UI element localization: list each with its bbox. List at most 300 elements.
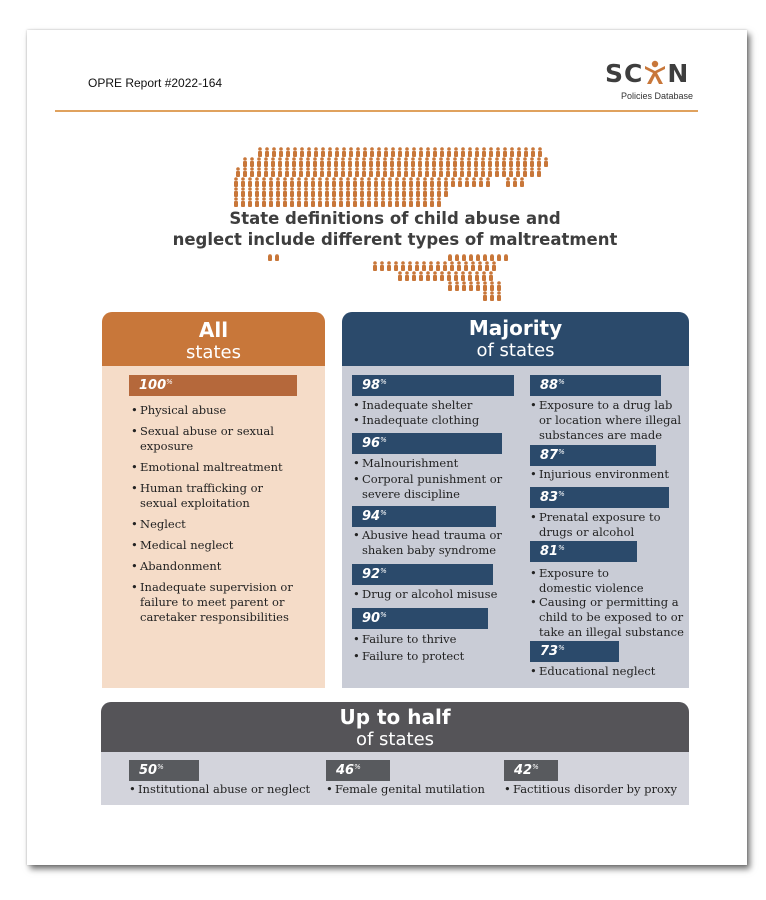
- person-icon: [425, 167, 429, 177]
- pct-value: 88: [540, 378, 559, 393]
- person-icon: [262, 197, 266, 207]
- person-icon: [467, 167, 471, 177]
- person-icon: [348, 167, 352, 177]
- person-icon: [467, 157, 471, 167]
- pct-sign: %: [380, 509, 387, 517]
- person-icon: [387, 261, 391, 271]
- person-icon: [447, 147, 451, 157]
- person-icon: [444, 177, 448, 187]
- person-icon: [517, 147, 521, 157]
- person-icon: [297, 197, 301, 207]
- list-item: • Educational neglect: [539, 664, 684, 679]
- person-icon: [300, 147, 304, 157]
- person-icon: [455, 281, 459, 291]
- person-icon: [422, 261, 426, 271]
- person-icon: [419, 147, 423, 157]
- person-icon: [276, 197, 280, 207]
- person-icon: [243, 157, 247, 167]
- person-icon: [311, 177, 315, 187]
- all-states-panel: [102, 312, 325, 688]
- person-icon: [489, 271, 493, 281]
- person-icon: [381, 177, 385, 187]
- pct-value: 87: [540, 448, 559, 463]
- person-icon: [418, 167, 422, 177]
- person-icon: [390, 167, 394, 177]
- person-icon: [395, 187, 399, 197]
- person-icon: [490, 291, 494, 301]
- up-to-half-heading-bold: Up to half: [339, 705, 451, 729]
- person-icon: [248, 197, 252, 207]
- person-icon: [285, 157, 289, 167]
- person-icon: [299, 157, 303, 167]
- person-icon: [318, 197, 322, 207]
- person-icon: [468, 147, 472, 157]
- person-icon: [374, 187, 378, 197]
- person-icon: [306, 167, 310, 177]
- person-icon: [376, 157, 380, 167]
- pct-value: 50: [139, 763, 158, 778]
- person-icon: [369, 167, 373, 177]
- person-icon: [243, 167, 247, 177]
- person-icon: [339, 177, 343, 187]
- up-to-half-header: [101, 702, 689, 752]
- person-icon: [304, 187, 308, 197]
- person-icon: [409, 177, 413, 187]
- pct-bar-50: [129, 760, 199, 781]
- person-icon: [313, 157, 317, 167]
- person-icon: [495, 167, 499, 177]
- person-icon: [454, 271, 458, 281]
- person-icon: [402, 187, 406, 197]
- list-item: • Inadequate supervision or failure to meet parent or caretaker responsibilities: [140, 580, 312, 625]
- pct-sign: %: [532, 763, 539, 771]
- person-icon: [472, 177, 476, 187]
- pct-value: 46: [336, 763, 355, 778]
- title-line-1: State definitions of child abuse and: [229, 209, 561, 228]
- person-icon: [544, 157, 548, 167]
- person-icon: [412, 271, 416, 281]
- header-rule: [55, 110, 698, 112]
- person-icon: [411, 157, 415, 167]
- person-icon: [363, 147, 367, 157]
- person-icon: [398, 147, 402, 157]
- person-icon: [339, 197, 343, 207]
- person-icon: [320, 167, 324, 177]
- list-item: • Exposure to domestic violence: [539, 566, 649, 596]
- person-icon: [262, 187, 266, 197]
- person-icon: [276, 177, 280, 187]
- person-icon: [325, 197, 329, 207]
- person-icon: [425, 157, 429, 167]
- person-icon: [451, 177, 455, 187]
- person-icon: [440, 147, 444, 157]
- list-item: • Inadequate clothing: [362, 413, 522, 428]
- person-icon: [353, 197, 357, 207]
- person-icon: [538, 147, 542, 157]
- person-icon: [460, 167, 464, 177]
- person-icon: [388, 187, 392, 197]
- person-icon: [391, 147, 395, 157]
- person-icon: [383, 167, 387, 177]
- list-item: • Malnourishment: [362, 456, 522, 471]
- person-icon: [488, 157, 492, 167]
- person-icon: [241, 197, 245, 207]
- person-icon: [234, 197, 238, 207]
- person-icon: [409, 187, 413, 197]
- pct-bar-100: [129, 375, 297, 396]
- list-item: • Inadequate shelter: [362, 398, 522, 413]
- person-icon: [444, 187, 448, 197]
- person-icon: [468, 271, 472, 281]
- person-icon: [369, 157, 373, 167]
- pct-value: 100: [139, 378, 167, 393]
- list-item: • Corporal punishment or severe discipline: [362, 472, 512, 502]
- report-id: OPRE Report #2022-164: [88, 76, 223, 90]
- person-icon: [419, 271, 423, 281]
- person-icon: [411, 167, 415, 177]
- person-icon: [433, 271, 437, 281]
- logo-subtitle: Policies Database: [621, 91, 694, 101]
- person-icon: [332, 177, 336, 187]
- person-icon: [404, 167, 408, 177]
- person-icon: [269, 177, 273, 187]
- person-icon: [510, 147, 514, 157]
- person-icon: [332, 187, 336, 197]
- person-icon: [509, 157, 513, 167]
- person-icon: [248, 187, 252, 197]
- person-icon: [283, 187, 287, 197]
- pct-sign: %: [558, 378, 565, 386]
- pct-sign: %: [558, 490, 565, 498]
- person-icon: [271, 167, 275, 177]
- person-icon: [486, 177, 490, 187]
- person-icon: [257, 167, 261, 177]
- person-icon: [360, 177, 364, 187]
- person-icon: [418, 157, 422, 167]
- person-icon: [306, 157, 310, 167]
- person-icon: [341, 167, 345, 177]
- list-item: • Institutional abuse or neglect: [138, 782, 328, 797]
- list-item: • Sexual abuse or sexual exposure: [140, 424, 290, 454]
- person-icon: [297, 177, 301, 187]
- person-icon: [475, 147, 479, 157]
- person-icon: [476, 281, 480, 291]
- list-item: • Emotional maltreatment: [140, 460, 318, 475]
- person-icon: [520, 177, 524, 187]
- person-icon: [318, 187, 322, 197]
- person-icon: [443, 261, 447, 271]
- pct-bar-92: [352, 564, 493, 585]
- list-item: • Failure to protect: [362, 649, 522, 664]
- person-icon: [460, 157, 464, 167]
- pct-bar-42: [504, 760, 558, 781]
- person-icon: [265, 147, 269, 157]
- person-icon: [401, 261, 405, 271]
- pct-sign: %: [380, 378, 387, 386]
- person-icon: [461, 271, 465, 281]
- person-icon: [381, 197, 385, 207]
- person-icon: [458, 177, 462, 187]
- person-icon: [416, 187, 420, 197]
- person-icon: [278, 167, 282, 177]
- person-icon: [283, 177, 287, 187]
- person-icon: [234, 177, 238, 187]
- person-icon: [362, 167, 366, 177]
- person-icon: [346, 187, 350, 197]
- person-icon: [530, 167, 534, 177]
- person-icon: [439, 157, 443, 167]
- person-icon: [479, 177, 483, 187]
- person-icon: [408, 261, 412, 271]
- person-icon: [488, 167, 492, 177]
- person-icon: [355, 167, 359, 177]
- pct-bar-88: [530, 375, 661, 396]
- person-icon: [304, 177, 308, 187]
- pct-bar-81: [530, 541, 637, 562]
- person-icon: [388, 197, 392, 207]
- pct-bar-87: [530, 445, 656, 466]
- person-icon: [502, 157, 506, 167]
- person-icon: [262, 177, 266, 187]
- person-icon: [292, 167, 296, 177]
- person-icon: [314, 147, 318, 157]
- person-icon: [395, 177, 399, 187]
- person-icon: [395, 197, 399, 207]
- pct-value: 98: [362, 378, 381, 393]
- person-icon: [416, 177, 420, 187]
- person-icon: [492, 261, 496, 271]
- person-icon: [482, 271, 486, 281]
- person-icon: [327, 157, 331, 167]
- person-icon: [388, 177, 392, 187]
- person-icon: [384, 147, 388, 157]
- person-icon: [483, 281, 487, 291]
- person-icon: [475, 271, 479, 281]
- person-icon: [349, 147, 353, 157]
- person-icon: [332, 197, 336, 207]
- person-icon: [381, 187, 385, 197]
- pct-sign: %: [558, 644, 565, 652]
- person-icon: [380, 261, 384, 271]
- person-icon: [325, 177, 329, 187]
- person-icon: [353, 177, 357, 187]
- person-icon: [341, 157, 345, 167]
- person-icon: [360, 197, 364, 207]
- person-icon: [461, 147, 465, 157]
- person-icon: [426, 271, 430, 281]
- person-icon: [437, 177, 441, 187]
- person-icon: [342, 147, 346, 157]
- person-icon: [506, 177, 510, 187]
- list-item: • Abandonment: [140, 559, 310, 574]
- person-icon: [290, 187, 294, 197]
- person-icon: [283, 197, 287, 207]
- person-icon: [423, 197, 427, 207]
- infographic-title: [155, 208, 635, 254]
- person-icon: [481, 167, 485, 177]
- list-item: • Exposure to a drug lab or location where illegal substances are made: [539, 398, 684, 443]
- person-icon: [462, 281, 466, 291]
- logo-word-right: N: [667, 59, 690, 88]
- person-icon: [321, 147, 325, 157]
- person-icon: [482, 147, 486, 157]
- majority-header: [342, 312, 689, 366]
- pct-sign: %: [166, 378, 173, 386]
- person-icon: [304, 197, 308, 207]
- person-icon: [255, 177, 259, 187]
- person-icon: [374, 177, 378, 187]
- person-icon: [537, 167, 541, 177]
- pct-bar-96: [352, 433, 502, 454]
- person-icon: [454, 147, 458, 157]
- list-item: • Injurious environment: [539, 467, 684, 482]
- pct-sign: %: [354, 763, 361, 771]
- person-icon: [524, 147, 528, 157]
- person-icon: [430, 177, 434, 187]
- person-icon: [432, 157, 436, 167]
- person-icon: [497, 281, 501, 291]
- person-icon: [257, 157, 261, 167]
- person-icon: [269, 187, 273, 197]
- person-icon: [327, 167, 331, 177]
- pct-value: 94: [362, 509, 381, 524]
- pct-bar-98: [352, 375, 514, 396]
- person-icon: [405, 147, 409, 157]
- person-icon: [430, 197, 434, 207]
- person-icon: [485, 261, 489, 271]
- person-icon: [497, 291, 501, 301]
- person-icon: [416, 197, 420, 207]
- person-icon: [503, 147, 507, 157]
- person-icon: [430, 187, 434, 197]
- person-icon: [355, 157, 359, 167]
- person-icon: [450, 261, 454, 271]
- person-icon: [432, 167, 436, 177]
- person-icon: [409, 197, 413, 207]
- majority-panel: [342, 312, 689, 688]
- person-icon: [335, 147, 339, 157]
- person-icon: [367, 177, 371, 187]
- person-icon: [241, 177, 245, 187]
- person-icon: [426, 147, 430, 157]
- person-icon: [286, 147, 290, 157]
- person-icon: [258, 147, 262, 157]
- person-icon: [311, 187, 315, 197]
- person-icon: [489, 147, 493, 157]
- person-icon: [377, 147, 381, 157]
- person-icon: [292, 157, 296, 167]
- person-icon: [234, 187, 238, 197]
- person-icon: [446, 157, 450, 167]
- person-icon: [272, 147, 276, 157]
- person-icon: [362, 157, 366, 167]
- person-icon: [423, 177, 427, 187]
- person-icon: [290, 177, 294, 187]
- person-icon: [439, 167, 443, 177]
- person-icon: [397, 157, 401, 167]
- person-icon: [398, 271, 402, 281]
- person-icon: [464, 261, 468, 271]
- person-icon: [523, 157, 527, 167]
- person-icon: [328, 147, 332, 157]
- pct-sign: %: [558, 448, 565, 456]
- person-icon: [279, 147, 283, 157]
- title-line-2: neglect include different types of maltreatment: [172, 230, 618, 249]
- person-icon: [313, 167, 317, 177]
- list-item: • Physical abuse: [140, 403, 310, 418]
- person-icon: [367, 187, 371, 197]
- person-icon: [433, 147, 437, 157]
- list-item: • Medical neglect: [140, 538, 310, 553]
- list-item: • Factitious disorder by proxy: [513, 782, 688, 797]
- person-icon: [271, 157, 275, 167]
- person-icon: [299, 167, 303, 177]
- person-icon: [356, 147, 360, 157]
- pct-bar-73: [530, 641, 619, 662]
- list-item: • Prenatal exposure to drugs or alcohol: [539, 510, 671, 540]
- person-icon: [496, 147, 500, 157]
- person-icon: [307, 147, 311, 157]
- person-icon: [248, 177, 252, 187]
- person-icon: [405, 271, 409, 281]
- person-icon: [516, 167, 520, 177]
- person-icon: [373, 261, 377, 271]
- person-icon: [346, 177, 350, 187]
- person-icon: [412, 147, 416, 157]
- list-item: • Drug or alcohol misuse: [362, 587, 522, 602]
- all-states-heading-regular: states: [186, 342, 241, 363]
- majority-heading-bold: Majority: [468, 316, 563, 340]
- person-icon: [469, 281, 473, 291]
- person-icon: [348, 157, 352, 167]
- person-icon: [397, 167, 401, 177]
- person-icon: [390, 157, 394, 167]
- person-icon: [394, 261, 398, 271]
- person-icon: [453, 157, 457, 167]
- list-item: • Neglect: [140, 517, 310, 532]
- person-icon: [437, 187, 441, 197]
- person-icon: [481, 157, 485, 167]
- pct-bar-94: [352, 506, 496, 527]
- person-icon: [436, 261, 440, 271]
- pct-value: 83: [540, 490, 559, 505]
- pct-bar-83: [530, 487, 669, 508]
- person-icon: [537, 157, 541, 167]
- person-icon: [374, 197, 378, 207]
- person-icon: [404, 157, 408, 167]
- person-icon: [415, 261, 419, 271]
- up-to-half-heading-regular: of states: [355, 729, 435, 750]
- person-icon: [402, 177, 406, 187]
- pct-sign: %: [380, 436, 387, 444]
- logo-figure-icon: [643, 60, 667, 84]
- pct-value: 81: [540, 544, 559, 559]
- up-to-half-panel: [101, 702, 689, 805]
- person-icon: [471, 261, 475, 271]
- all-states-heading-bold: All: [198, 318, 229, 342]
- person-icon: [448, 281, 452, 291]
- person-icon: [446, 167, 450, 177]
- person-icon: [325, 187, 329, 197]
- person-icon: [474, 157, 478, 167]
- person-icon: [402, 197, 406, 207]
- person-icon: [513, 177, 517, 187]
- person-icon: [318, 177, 322, 187]
- person-icon: [530, 157, 534, 167]
- pct-bar-46: [326, 760, 390, 781]
- all-states-header: [102, 312, 325, 366]
- pct-sign: %: [380, 567, 387, 575]
